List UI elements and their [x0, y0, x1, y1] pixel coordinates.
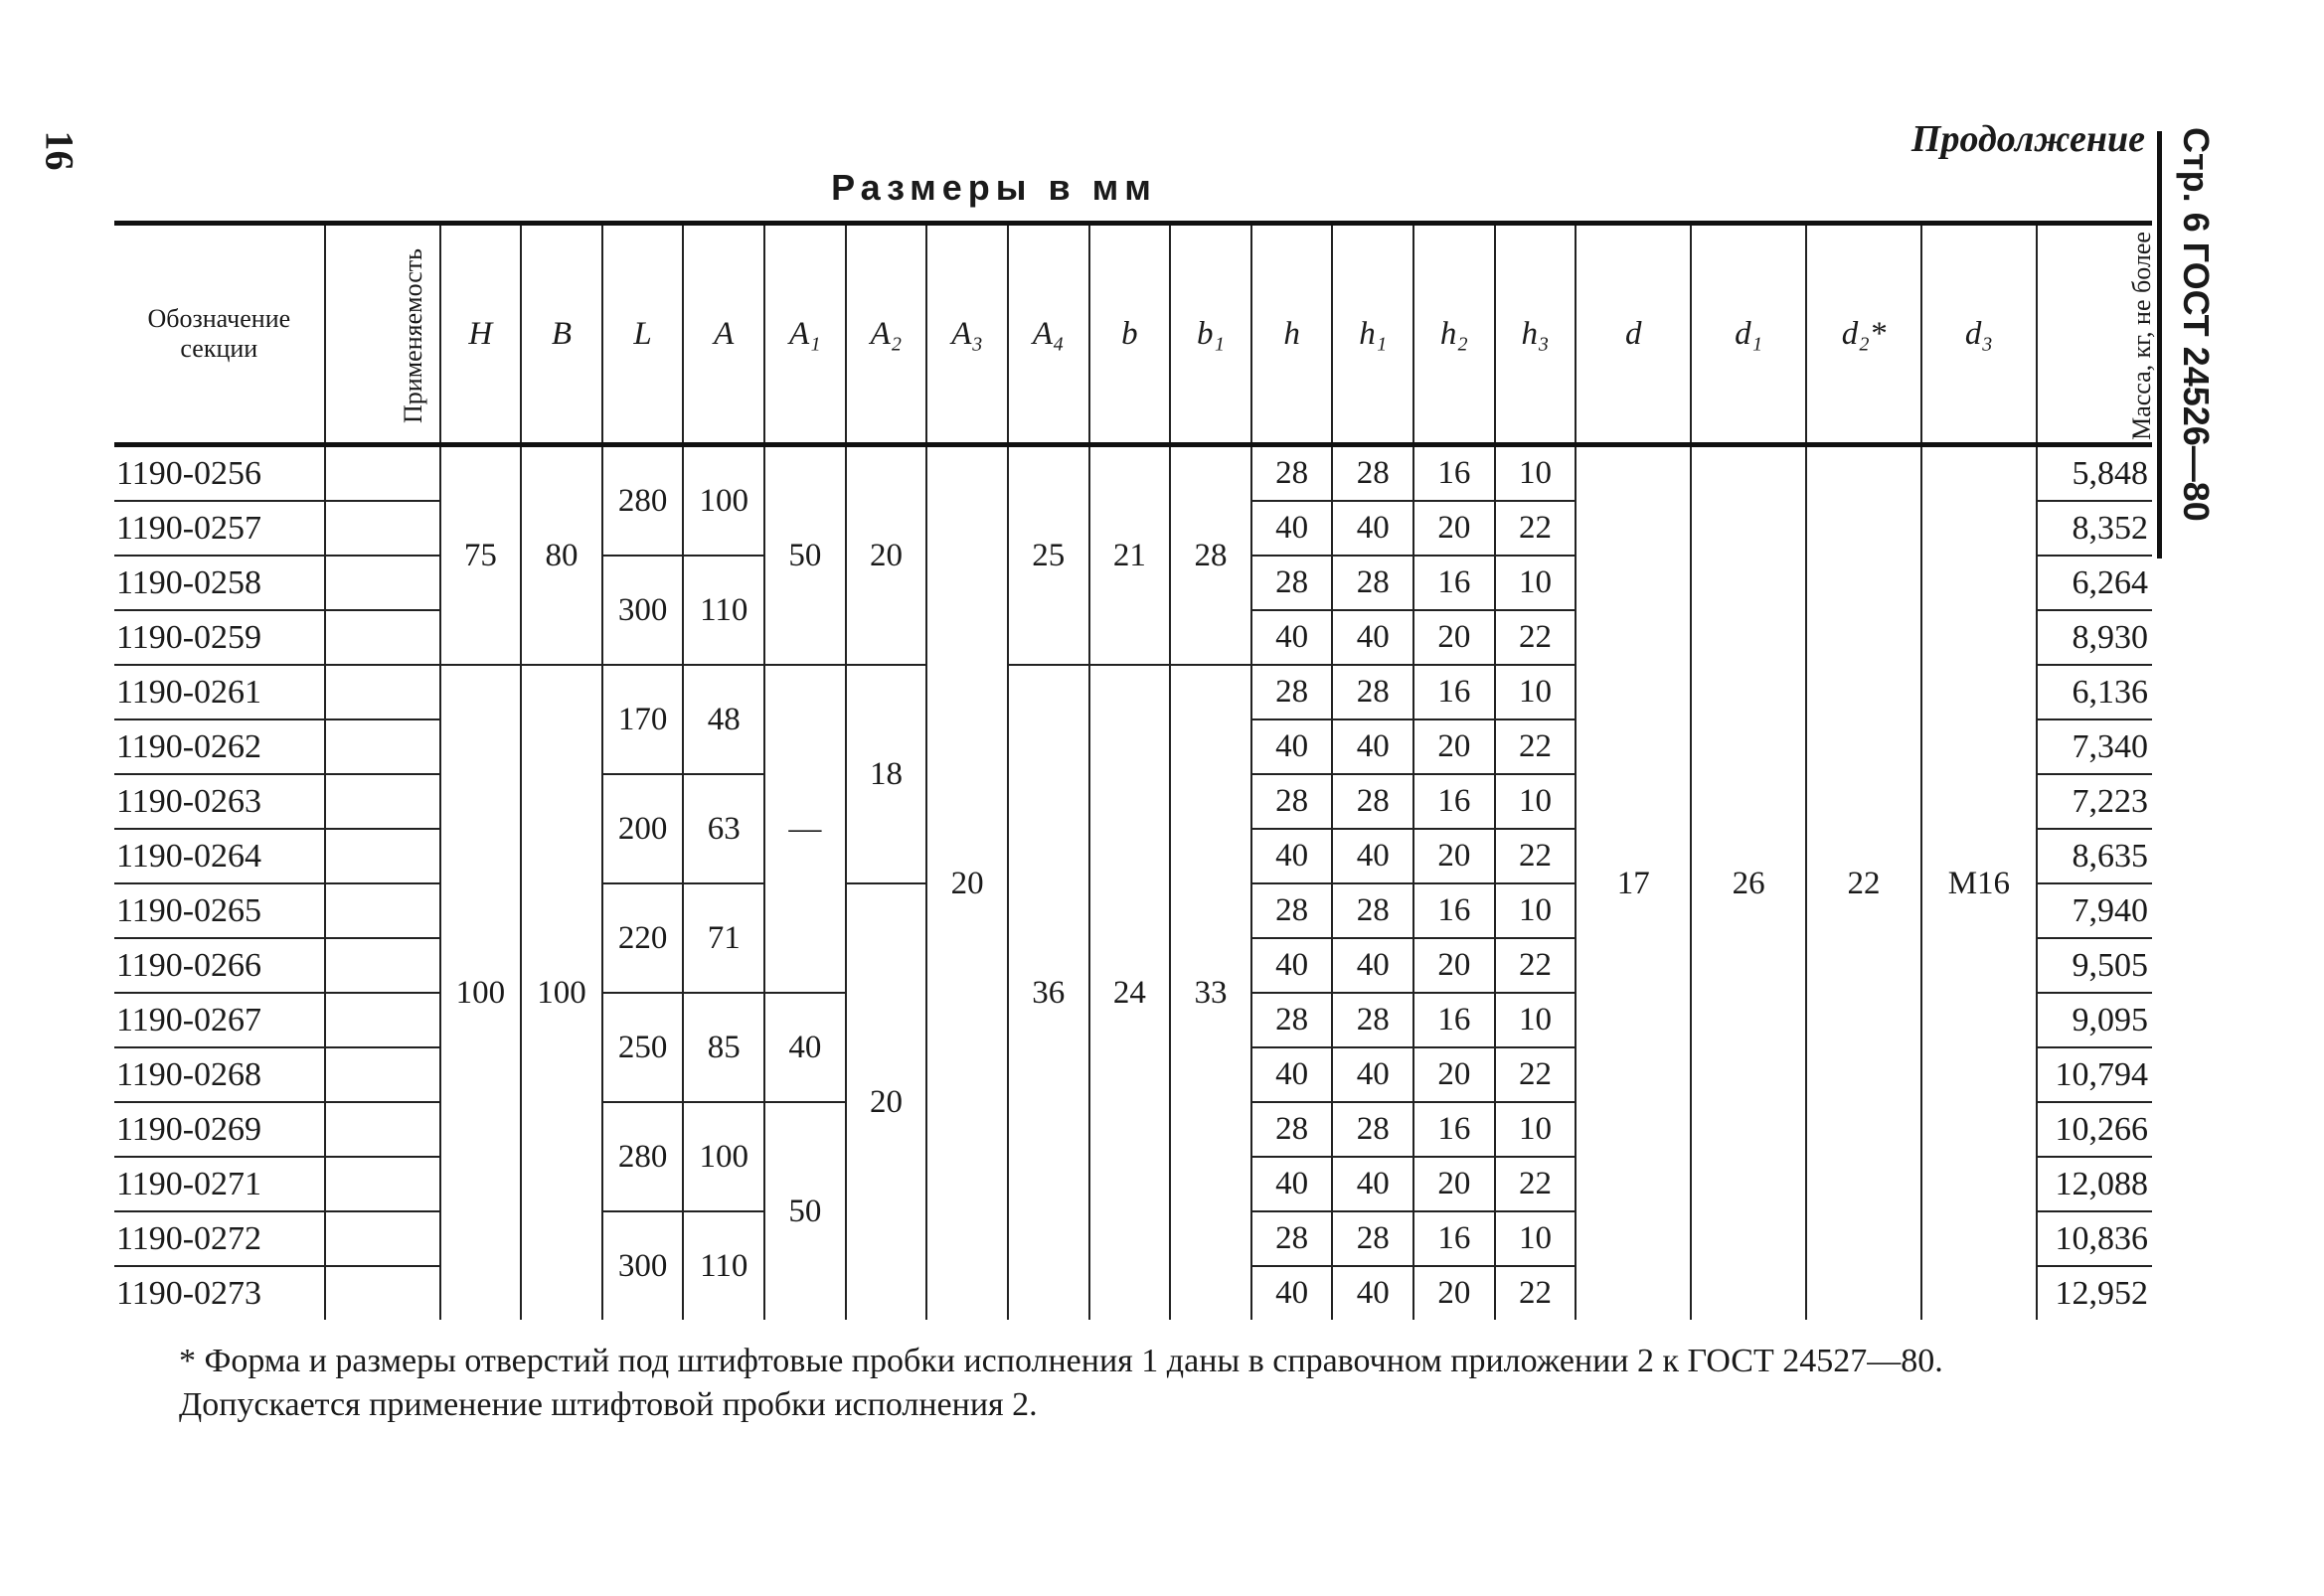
group-A2: 18 — [846, 665, 927, 883]
group-d: 17 — [1576, 445, 1691, 1321]
section-code: 1190-0265 — [114, 883, 325, 938]
mass-value: 6,136 — [2037, 665, 2152, 719]
group-d3: М16 — [1921, 445, 2037, 1321]
mass-value: 10,266 — [2037, 1102, 2152, 1157]
h1-value: 28 — [1332, 1102, 1413, 1157]
h-value: 40 — [1251, 1157, 1333, 1211]
h-value: 40 — [1251, 501, 1333, 556]
h1-value: 40 — [1332, 1266, 1413, 1320]
application-cell — [325, 1266, 440, 1320]
mass-value: 6,264 — [2037, 556, 2152, 610]
h-value: 40 — [1251, 719, 1333, 774]
application-cell — [325, 1157, 440, 1211]
header-mass — [2037, 224, 2156, 445]
group-b: 21 — [1089, 445, 1171, 666]
header-row — [114, 224, 2152, 445]
h-value: 40 — [1251, 1047, 1333, 1102]
h1-value: 40 — [1332, 829, 1413, 883]
group-L: 200 — [602, 774, 684, 883]
header-A1: A₁ — [764, 224, 846, 445]
h2-value: 16 — [1413, 445, 1495, 502]
h-value: 28 — [1251, 1211, 1333, 1266]
h1-value: 28 — [1332, 883, 1413, 938]
h3-value: 22 — [1495, 1266, 1577, 1320]
section-code: 1190-0256 — [114, 445, 325, 502]
h3-value: 10 — [1495, 665, 1577, 719]
group-L: 170 — [602, 665, 684, 774]
application-cell — [325, 501, 440, 556]
group-B: 100 — [521, 665, 602, 1320]
group-H: 75 — [440, 445, 522, 666]
header-B: B — [521, 224, 602, 445]
h2-value: 16 — [1413, 993, 1495, 1047]
group-A4: 25 — [1008, 445, 1089, 666]
application-cell — [325, 883, 440, 938]
h-value: 28 — [1251, 556, 1333, 610]
side-header-text: Стр. 6 ГОСТ 24526—80 — [2176, 127, 2217, 522]
application-cell — [325, 719, 440, 774]
mass-value: 10,794 — [2037, 1047, 2152, 1102]
group-A: 100 — [683, 445, 764, 557]
h2-value: 20 — [1413, 1266, 1495, 1320]
h3-value: 10 — [1495, 883, 1577, 938]
h2-value: 20 — [1413, 1047, 1495, 1102]
h2-value: 16 — [1413, 1211, 1495, 1266]
group-A1: 50 — [764, 1102, 846, 1320]
header-d1: d₁ — [1691, 224, 1806, 445]
h1-value: 40 — [1332, 719, 1413, 774]
mass-value: 9,095 — [2037, 993, 2152, 1047]
mass-value: 8,635 — [2037, 829, 2152, 883]
mass-value: 12,088 — [2037, 1157, 2152, 1211]
h3-value: 10 — [1495, 774, 1577, 829]
group-B: 80 — [521, 445, 602, 666]
header-d3: d₃ — [1921, 224, 2037, 445]
section-code: 1190-0258 — [114, 556, 325, 610]
application-cell — [325, 1047, 440, 1102]
group-A: 110 — [683, 1211, 764, 1320]
header-h2: h₂ — [1413, 224, 1495, 445]
group-b1: 33 — [1170, 665, 1251, 1320]
h-value: 28 — [1251, 665, 1333, 719]
h1-value: 40 — [1332, 1157, 1413, 1211]
h2-value: 16 — [1413, 883, 1495, 938]
group-A: 71 — [683, 883, 764, 993]
h2-value: 20 — [1413, 1157, 1495, 1211]
group-L: 250 — [602, 993, 684, 1102]
h1-value: 28 — [1332, 993, 1413, 1047]
table-caption: Размеры в мм — [831, 167, 1157, 208]
group-L: 220 — [602, 883, 684, 993]
mass-value: 8,930 — [2037, 610, 2152, 665]
h-value: 28 — [1251, 993, 1333, 1047]
header-h1: h₁ — [1332, 224, 1413, 445]
application-cell — [325, 556, 440, 610]
header-A: A — [683, 224, 764, 445]
h3-value: 22 — [1495, 610, 1577, 665]
application-cell — [325, 445, 440, 502]
section-code: 1190-0257 — [114, 501, 325, 556]
header-h3: h₃ — [1495, 224, 1577, 445]
section-code: 1190-0263 — [114, 774, 325, 829]
section-code: 1190-0269 — [114, 1102, 325, 1157]
h2-value: 16 — [1413, 1102, 1495, 1157]
h-value: 40 — [1251, 1266, 1333, 1320]
group-A1: 40 — [764, 993, 846, 1102]
h3-value: 10 — [1495, 1211, 1577, 1266]
header-A2: A₂ — [846, 224, 927, 445]
h2-value: 16 — [1413, 556, 1495, 610]
header-mass-label: Масса, кг, не более — [2126, 231, 2156, 440]
h-value: 28 — [1251, 774, 1333, 829]
header-A3: A₃ — [926, 224, 1008, 445]
h1-value: 28 — [1332, 665, 1413, 719]
page-number: 16 — [37, 130, 83, 171]
group-A2: 20 — [846, 445, 927, 666]
h1-value: 40 — [1332, 938, 1413, 993]
h3-value: 10 — [1495, 556, 1577, 610]
section-code: 1190-0272 — [114, 1211, 325, 1266]
spec-table-wrapper — [114, 221, 2156, 1320]
group-A: 48 — [683, 665, 764, 774]
group-L: 280 — [602, 445, 684, 557]
section-code: 1190-0261 — [114, 665, 325, 719]
section-code: 1190-0259 — [114, 610, 325, 665]
h3-value: 10 — [1495, 1102, 1577, 1157]
h-value: 28 — [1251, 883, 1333, 938]
footnote-line-2: Допускается применение штифтовой пробки исполнения 2. — [179, 1386, 1038, 1423]
h2-value: 16 — [1413, 774, 1495, 829]
header-b: b — [1089, 224, 1171, 445]
h-value: 28 — [1251, 445, 1333, 502]
application-cell — [325, 665, 440, 719]
application-cell — [325, 1211, 440, 1266]
h3-value: 10 — [1495, 445, 1577, 502]
footnote-line-1: * Форма и размеры отверстий под штифтовые пробки исполнения 1 даны в справочном приложении 2 к ГОСТ 24527—80. — [179, 1343, 1943, 1379]
header-h: h — [1251, 224, 1333, 445]
group-A1: — — [764, 665, 846, 993]
group-b1: 28 — [1170, 445, 1251, 666]
section-code: 1190-0273 — [114, 1266, 325, 1320]
header-code: Обозначение секции — [114, 224, 325, 445]
application-cell — [325, 938, 440, 993]
group-A1: 50 — [764, 445, 846, 666]
h3-value: 22 — [1495, 1047, 1577, 1102]
application-cell — [325, 610, 440, 665]
mass-value: 9,505 — [2037, 938, 2152, 993]
h-value: 40 — [1251, 938, 1333, 993]
h3-value: 22 — [1495, 829, 1577, 883]
h2-value: 20 — [1413, 938, 1495, 993]
section-code: 1190-0268 — [114, 1047, 325, 1102]
h1-value: 28 — [1332, 445, 1413, 502]
h3-value: 22 — [1495, 719, 1577, 774]
mass-value: 10,836 — [2037, 1211, 2152, 1266]
section-code: 1190-0266 — [114, 938, 325, 993]
h3-value: 22 — [1495, 501, 1577, 556]
h3-value: 22 — [1495, 1157, 1577, 1211]
application-cell — [325, 774, 440, 829]
group-d2: 22 — [1806, 445, 1921, 1321]
side-header-rule — [2157, 131, 2162, 559]
header-b1: b₁ — [1170, 224, 1251, 445]
h-value: 28 — [1251, 1102, 1333, 1157]
group-A2: 20 — [846, 883, 927, 1320]
side-header — [2167, 127, 2225, 564]
mass-value: 5,848 — [2037, 445, 2152, 502]
h2-value: 20 — [1413, 501, 1495, 556]
footnote — [114, 1340, 2142, 1427]
header-application — [325, 224, 440, 445]
header-A4: A₄ — [1008, 224, 1089, 445]
mass-value: 8,352 — [2037, 501, 2152, 556]
header-d2: d₂* — [1806, 224, 1921, 445]
group-H: 100 — [440, 665, 522, 1320]
header-H: H — [440, 224, 522, 445]
mass-value: 7,340 — [2037, 719, 2152, 774]
application-cell — [325, 829, 440, 883]
spec-table — [114, 221, 2156, 1320]
h1-value: 40 — [1332, 1047, 1413, 1102]
group-L: 300 — [602, 1211, 684, 1320]
mass-value: 7,940 — [2037, 883, 2152, 938]
table-row — [114, 445, 2152, 502]
application-cell — [325, 993, 440, 1047]
group-A: 85 — [683, 993, 764, 1102]
group-A4: 36 — [1008, 665, 1089, 1320]
h-value: 40 — [1251, 829, 1333, 883]
header-d: d — [1576, 224, 1691, 445]
h1-value: 40 — [1332, 501, 1413, 556]
group-A: 63 — [683, 774, 764, 883]
continuation-label: Продолжение — [1910, 118, 2145, 160]
group-A: 100 — [683, 1102, 764, 1211]
group-b: 24 — [1089, 665, 1171, 1320]
section-code: 1190-0262 — [114, 719, 325, 774]
h2-value: 16 — [1413, 665, 1495, 719]
group-A3: 20 — [926, 445, 1008, 1321]
h2-value: 20 — [1413, 610, 1495, 665]
section-code: 1190-0271 — [114, 1157, 325, 1211]
header-application-label: Применяемость — [398, 247, 427, 423]
group-A: 110 — [683, 556, 764, 665]
header-L: L — [602, 224, 684, 445]
h3-value: 22 — [1495, 938, 1577, 993]
application-cell — [325, 1102, 440, 1157]
section-code: 1190-0264 — [114, 829, 325, 883]
h1-value: 28 — [1332, 1211, 1413, 1266]
group-d1: 26 — [1691, 445, 1806, 1321]
mass-value: 7,223 — [2037, 774, 2152, 829]
section-code: 1190-0267 — [114, 993, 325, 1047]
h1-value: 28 — [1332, 774, 1413, 829]
h3-value: 10 — [1495, 993, 1577, 1047]
mass-value: 12,952 — [2037, 1266, 2152, 1320]
h2-value: 20 — [1413, 719, 1495, 774]
group-L: 280 — [602, 1102, 684, 1211]
h1-value: 40 — [1332, 610, 1413, 665]
h-value: 40 — [1251, 610, 1333, 665]
h2-value: 20 — [1413, 829, 1495, 883]
group-L: 300 — [602, 556, 684, 665]
h1-value: 28 — [1332, 556, 1413, 610]
